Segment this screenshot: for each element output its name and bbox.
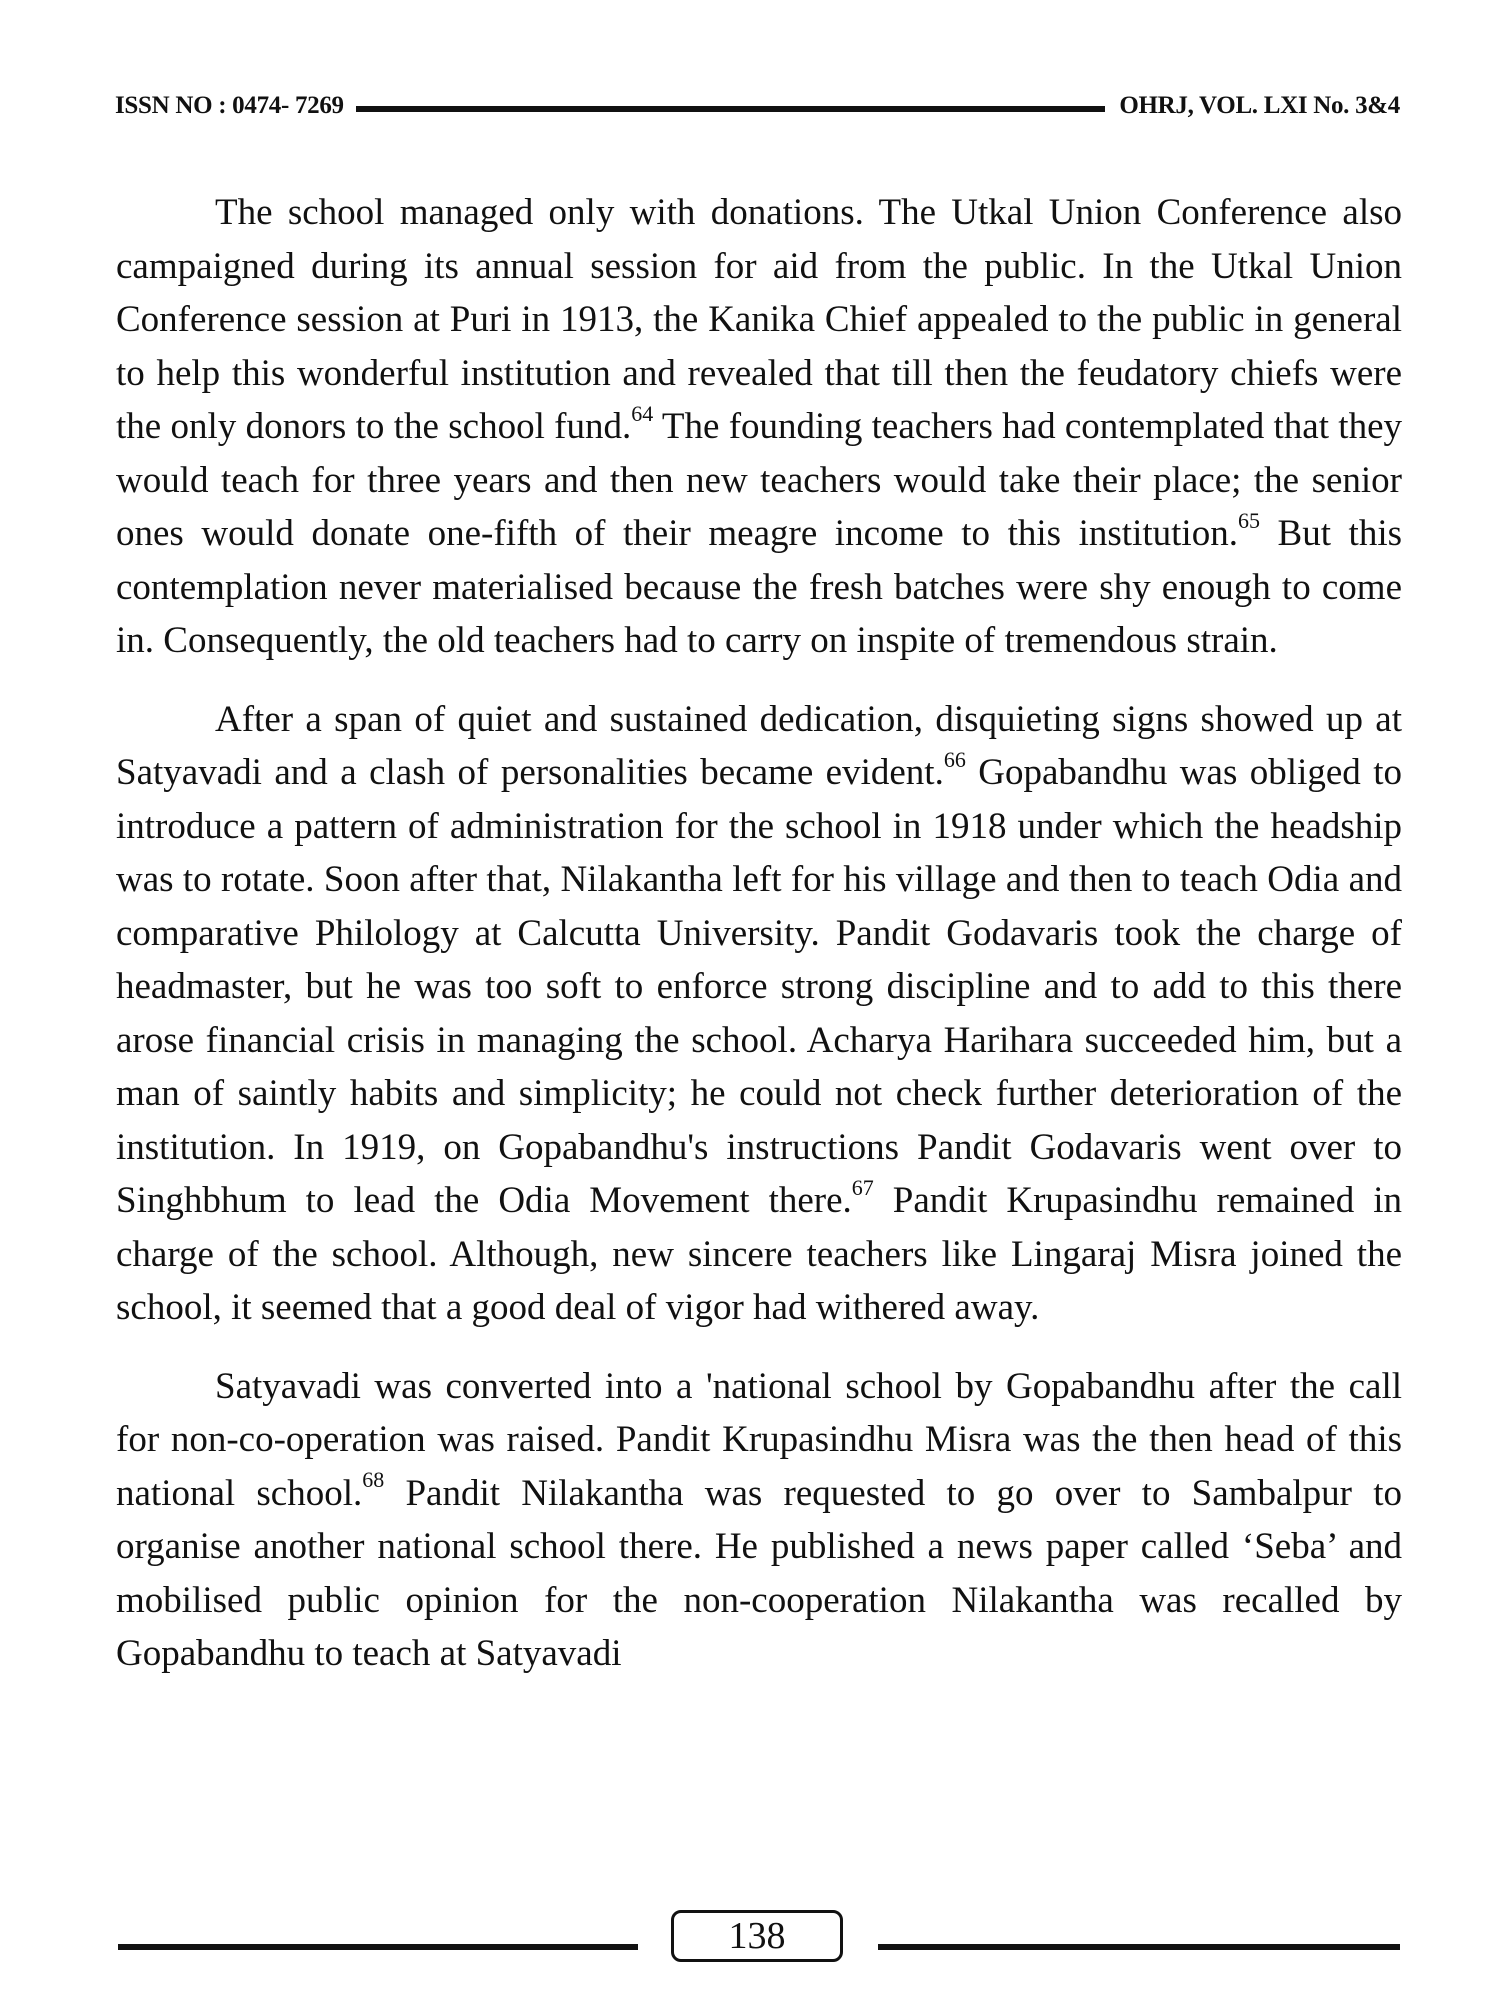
footnote-ref[interactable]: 68 bbox=[362, 1467, 385, 1493]
text-run: Pandit Nilakantha was requested to go over to Sambalpur to organise another national school there. He published a news paper called ‘Seba’ and mobilised public opinion for the non-cooperation Nilakantha was recalled by Gopabandhu to teach at Satyavadi bbox=[116, 1472, 1402, 1674]
paragraph bbox=[116, 1360, 1402, 1681]
article-body bbox=[116, 186, 1402, 1681]
running-header bbox=[115, 88, 1400, 124]
footnote-ref[interactable]: 65 bbox=[1237, 507, 1260, 533]
text-run: Pandit Krupasindhu remained in charge of the school. Although, new sincere teachers like Lingaraj Misra joined the school, it seemed that a good deal of vigor had withered away. bbox=[116, 1180, 1402, 1328]
footer-rule-right bbox=[878, 1944, 1400, 1950]
journal-volume-label: OHRJ, VOL. LXI No. 3&4 bbox=[1119, 92, 1400, 119]
footnote-ref[interactable]: 64 bbox=[631, 400, 654, 426]
page-footer bbox=[118, 1910, 1400, 1966]
issn-label: ISSN NO : 0474- 7269 bbox=[115, 92, 344, 119]
footer-rule-left bbox=[118, 1944, 638, 1950]
paragraph bbox=[116, 186, 1402, 668]
paragraph bbox=[116, 693, 1402, 1335]
text-run: Gopabandhu was obliged to introduce a pattern of administration for the school in 1918 under which the headship was to rotate. Soon after that, Nilakantha left for his village and then to teach Odia and comparative Philology at Calcutta University. Pandit Godavaris took the charge of headmaster, but he was too soft to enforce strong discipline and to add to this there arose financial crisis in managing the school. Acharya Harihara succeeded him, but a man of saintly habits and simplicity; he could not check further deterioration of the institution. In 1919, on Gopabandhu's instructions Pandit Godavaris went over to Singhbhum to lead the Odia Movement there. bbox=[116, 752, 1402, 1221]
header-rule bbox=[356, 106, 1106, 112]
text-run: After a span of quiet and sustained dedication, disquieting signs showed up at Satyavadi and a clash of personalities became evident. bbox=[116, 698, 1402, 793]
text-run: The school managed only with donations. The Utkal Union Conference also campaigned during its annual session for aid from the public. In the Utkal Union Conference session at Puri in 1913, the Kanika Chief appealed to the public in general to help this wonderful institution and revealed that till then the feudatory chiefs were the only donors to the school fund. bbox=[116, 192, 1402, 447]
footnote-ref[interactable]: 66 bbox=[943, 746, 966, 772]
text-run: But this contemplation never materialised because the fresh batches were shy enough to come in. Consequently, the old teachers had to carry on inspite of tremendous strain. bbox=[116, 513, 1403, 661]
text-run: The founding teachers had contemplated that they would teach for three years and then new teachers would take their place; the senior ones would donate one-fifth of their meagre income to this institution. bbox=[116, 406, 1403, 554]
page-number-box bbox=[671, 1910, 843, 1962]
text-run: Satyavadi was converted into a 'national school by Gopabandhu after the call for non-co-operation was raised. Pandit Krupasindhu Misra was the then head of this national school. bbox=[116, 1365, 1402, 1514]
footnote-ref[interactable]: 67 bbox=[851, 1174, 874, 1200]
page-number: 138 bbox=[728, 1915, 786, 1957]
